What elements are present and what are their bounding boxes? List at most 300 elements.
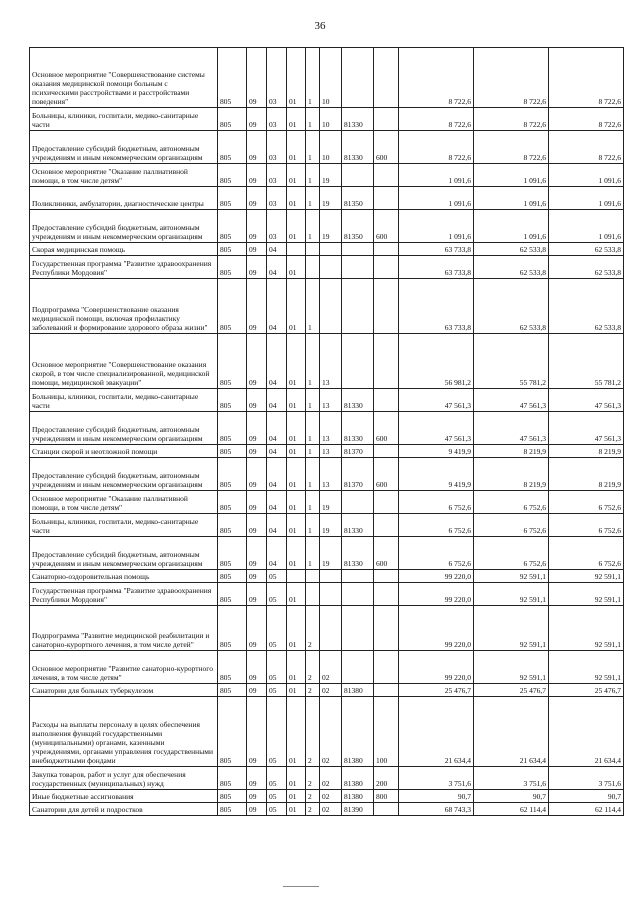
row-name-cell: Санатории для детей и подростков (30, 803, 218, 816)
code-cell: 05 (267, 583, 287, 606)
code-cell: 02 (320, 697, 342, 767)
code-cell: 09 (247, 389, 267, 412)
amount-cell: 3 751,6 (549, 767, 624, 790)
code-cell (342, 48, 374, 108)
code-cell: 01 (287, 334, 306, 389)
code-cell: 01 (287, 697, 306, 767)
code-cell: 805 (218, 697, 247, 767)
code-cell: 01 (287, 256, 306, 279)
code-cell: 04 (267, 389, 287, 412)
code-cell: 09 (247, 108, 267, 131)
code-cell (374, 651, 399, 684)
table-row (30, 187, 624, 210)
code-cell (374, 570, 399, 583)
code-cell: 09 (247, 570, 267, 583)
code-cell: 1 (306, 164, 320, 187)
code-cell (342, 583, 374, 606)
amount-cell: 9 419,9 (399, 445, 474, 458)
amount-cell: 56 981,2 (399, 334, 474, 389)
code-cell: 1 (306, 514, 320, 537)
amount-cell: 47 561,3 (549, 412, 624, 445)
table-row (30, 803, 624, 816)
code-cell: 09 (247, 803, 267, 816)
amount-cell: 6 752,6 (549, 491, 624, 514)
code-cell: 1 (306, 445, 320, 458)
code-cell: 200 (374, 767, 399, 790)
code-cell: 13 (320, 412, 342, 445)
row-name-cell: Скорая медицинская помощь (30, 243, 218, 256)
amount-cell: 92 591,1 (549, 651, 624, 684)
code-cell: 05 (267, 651, 287, 684)
code-cell: 03 (267, 108, 287, 131)
row-name-cell: Санаторно-оздоровительная помощь (30, 570, 218, 583)
code-cell: 09 (247, 187, 267, 210)
code-cell: 09 (247, 458, 267, 491)
code-cell: 1 (306, 491, 320, 514)
amount-cell: 25 476,7 (549, 684, 624, 697)
code-cell: 19 (320, 514, 342, 537)
code-cell: 81350 (342, 210, 374, 243)
code-cell (374, 803, 399, 816)
footer-mark (283, 886, 319, 887)
code-cell (374, 583, 399, 606)
code-cell: 81330 (342, 537, 374, 570)
row-name-cell: Государственная программа "Развитие здравоохранения Республики Мордовия" (30, 256, 218, 279)
code-cell: 09 (247, 651, 267, 684)
code-cell: 805 (218, 651, 247, 684)
code-cell (306, 583, 320, 606)
code-cell: 09 (247, 790, 267, 803)
table-row (30, 334, 624, 389)
amount-cell: 63 733,8 (399, 243, 474, 256)
code-cell: 805 (218, 108, 247, 131)
amount-cell: 47 561,3 (474, 389, 549, 412)
code-cell: 02 (320, 767, 342, 790)
code-cell: 09 (247, 514, 267, 537)
row-name-cell: Основное мероприятие "Совершенствование оказания скорой, в том числе специализированной, медицинской помощи, медицинской эвакуации" (30, 334, 218, 389)
table-row (30, 583, 624, 606)
code-cell: 01 (287, 537, 306, 570)
table-row (30, 131, 624, 164)
code-cell (342, 243, 374, 256)
code-cell: 10 (320, 108, 342, 131)
table-row (30, 606, 624, 651)
table-row (30, 48, 624, 108)
code-cell: 01 (287, 458, 306, 491)
code-cell: 805 (218, 389, 247, 412)
code-cell: 13 (320, 458, 342, 491)
code-cell: 2 (306, 790, 320, 803)
code-cell: 01 (287, 210, 306, 243)
amount-cell: 6 752,6 (399, 537, 474, 570)
code-cell: 805 (218, 445, 247, 458)
code-cell: 600 (374, 537, 399, 570)
table-row (30, 684, 624, 697)
code-cell (342, 491, 374, 514)
table-row (30, 243, 624, 256)
code-cell: 05 (267, 684, 287, 697)
amount-cell: 9 419,9 (399, 458, 474, 491)
amount-cell: 47 561,3 (549, 389, 624, 412)
code-cell: 01 (287, 187, 306, 210)
table-row (30, 458, 624, 491)
amount-cell: 6 752,6 (399, 514, 474, 537)
row-name-cell: Иные бюджетные ассигнования (30, 790, 218, 803)
amount-cell: 90,7 (399, 790, 474, 803)
code-cell (342, 164, 374, 187)
code-cell: 805 (218, 458, 247, 491)
code-cell: 09 (247, 243, 267, 256)
row-name-cell: Санатории для больных туберкулезом (30, 684, 218, 697)
code-cell: 05 (267, 767, 287, 790)
amount-cell: 55 781,2 (474, 334, 549, 389)
code-cell: 02 (320, 651, 342, 684)
code-cell: 19 (320, 187, 342, 210)
code-cell: 02 (320, 790, 342, 803)
code-cell: 805 (218, 334, 247, 389)
code-cell: 05 (267, 803, 287, 816)
amount-cell: 3 751,6 (474, 767, 549, 790)
code-cell: 09 (247, 256, 267, 279)
code-cell: 81380 (342, 684, 374, 697)
code-cell: 600 (374, 131, 399, 164)
code-cell: 01 (287, 164, 306, 187)
amount-cell: 62 533,8 (549, 279, 624, 334)
code-cell: 04 (267, 445, 287, 458)
code-cell: 09 (247, 279, 267, 334)
code-cell (342, 256, 374, 279)
amount-cell: 6 752,6 (474, 491, 549, 514)
code-cell: 805 (218, 243, 247, 256)
amount-cell: 25 476,7 (474, 684, 549, 697)
code-cell: 805 (218, 131, 247, 164)
amount-cell: 8 722,6 (549, 108, 624, 131)
amount-cell: 62 533,8 (549, 243, 624, 256)
code-cell: 01 (287, 790, 306, 803)
row-name-cell: Основное мероприятие "Оказание паллиативной помощи, в том числе детям" (30, 491, 218, 514)
code-cell: 10 (320, 48, 342, 108)
row-name-cell: Предоставление субсидий бюджетным, автономным учреждениям и иным некоммерческим организациям (30, 210, 218, 243)
row-name-cell: Закупка товаров, работ и услуг для обеспечения государственных (муниципальных) нужд (30, 767, 218, 790)
amount-cell: 1 091,6 (399, 164, 474, 187)
row-name-cell: Государственная программа "Развитие здравоохранения Республики Мордовия" (30, 583, 218, 606)
code-cell: 01 (287, 131, 306, 164)
table-row (30, 514, 624, 537)
code-cell: 805 (218, 537, 247, 570)
amount-cell: 63 733,8 (399, 256, 474, 279)
row-name-cell: Подпрограмма "Развитие медицинской реабилитации и санаторно-курортного лечения, в том числе детей" (30, 606, 218, 651)
amount-cell: 62 533,8 (474, 256, 549, 279)
amount-cell: 62 114,4 (549, 803, 624, 816)
table-row (30, 537, 624, 570)
amount-cell: 8 722,6 (474, 108, 549, 131)
table-row (30, 389, 624, 412)
code-cell: 805 (218, 684, 247, 697)
code-cell: 09 (247, 210, 267, 243)
amount-cell: 21 634,4 (474, 697, 549, 767)
table-row (30, 412, 624, 445)
code-cell: 81380 (342, 767, 374, 790)
amount-cell: 8 219,9 (549, 458, 624, 491)
code-cell: 81390 (342, 803, 374, 816)
amount-cell: 92 591,1 (549, 583, 624, 606)
code-cell (374, 279, 399, 334)
code-cell: 1 (306, 48, 320, 108)
code-cell: 03 (267, 187, 287, 210)
code-cell: 09 (247, 684, 267, 697)
amount-cell: 47 561,3 (474, 412, 549, 445)
code-cell (374, 108, 399, 131)
row-name-cell: Расходы на выплаты персоналу в целях обеспечения выполнения функций государственными (муниципальными) органами, казенными учреждениями, органами управления государственными внебюджетными фондами (30, 697, 218, 767)
code-cell: 81330 (342, 131, 374, 164)
amount-cell: 62 533,8 (549, 256, 624, 279)
code-cell: 01 (287, 767, 306, 790)
code-cell: 805 (218, 279, 247, 334)
code-cell: 2 (306, 606, 320, 651)
code-cell (374, 243, 399, 256)
code-cell (374, 48, 399, 108)
code-cell: 13 (320, 389, 342, 412)
amount-cell: 8 722,6 (399, 131, 474, 164)
code-cell: 600 (374, 412, 399, 445)
amount-cell: 21 634,4 (399, 697, 474, 767)
amount-cell: 6 752,6 (399, 491, 474, 514)
amount-cell: 47 561,3 (399, 389, 474, 412)
code-cell (342, 606, 374, 651)
row-name-cell: Подпрограмма "Совершенствование оказания медицинской помощи, включая профилактику заболеваний и формирование здорового образа жизни" (30, 279, 218, 334)
page-number: 36 (314, 20, 326, 32)
code-cell: 09 (247, 164, 267, 187)
amount-cell: 8 722,6 (474, 131, 549, 164)
amount-cell: 6 752,6 (474, 514, 549, 537)
code-cell: 01 (287, 389, 306, 412)
amount-cell: 25 476,7 (399, 684, 474, 697)
amount-cell: 8 722,6 (549, 48, 624, 108)
code-cell (320, 570, 342, 583)
amount-cell: 92 591,1 (474, 583, 549, 606)
amount-cell: 99 220,0 (399, 570, 474, 583)
code-cell: 805 (218, 412, 247, 445)
code-cell (374, 334, 399, 389)
code-cell: 805 (218, 491, 247, 514)
code-cell: 01 (287, 108, 306, 131)
code-cell: 805 (218, 256, 247, 279)
code-cell: 805 (218, 767, 247, 790)
code-cell: 1 (306, 187, 320, 210)
table-row (30, 570, 624, 583)
code-cell: 805 (218, 790, 247, 803)
code-cell: 04 (267, 279, 287, 334)
row-name-cell: Предоставление субсидий бюджетным, автономным учреждениям и иным некоммерческим организациям (30, 537, 218, 570)
row-name-cell: Больницы, клиники, госпитали, медико-санитарные части (30, 108, 218, 131)
table-row (30, 651, 624, 684)
row-name-cell: Больницы, клиники, госпитали, медико-санитарные части (30, 389, 218, 412)
amount-cell: 8 722,6 (549, 131, 624, 164)
row-name-cell: Основное мероприятие "Развитие санаторно-курортного лечения, в том числе детям" (30, 651, 218, 684)
code-cell (374, 514, 399, 537)
code-cell: 03 (267, 210, 287, 243)
code-cell: 03 (267, 131, 287, 164)
code-cell: 1 (306, 412, 320, 445)
code-cell: 01 (287, 279, 306, 334)
code-cell: 09 (247, 334, 267, 389)
code-cell (306, 243, 320, 256)
amount-cell: 6 752,6 (549, 537, 624, 570)
amount-cell: 99 220,0 (399, 606, 474, 651)
table-row (30, 279, 624, 334)
table-row (30, 767, 624, 790)
code-cell: 01 (287, 514, 306, 537)
row-name-cell: Станции скорой и неотложной помощи (30, 445, 218, 458)
code-cell (320, 583, 342, 606)
code-cell: 04 (267, 537, 287, 570)
code-cell: 01 (287, 491, 306, 514)
table-row (30, 790, 624, 803)
code-cell: 1 (306, 279, 320, 334)
amount-cell: 68 743,3 (399, 803, 474, 816)
code-cell (374, 164, 399, 187)
code-cell (320, 256, 342, 279)
amount-cell: 62 533,8 (474, 279, 549, 334)
code-cell: 01 (287, 48, 306, 108)
amount-cell: 1 091,6 (549, 210, 624, 243)
code-cell: 19 (320, 491, 342, 514)
code-cell: 805 (218, 514, 247, 537)
amount-cell: 62 533,8 (474, 243, 549, 256)
code-cell: 04 (267, 412, 287, 445)
amount-cell: 8 722,6 (474, 48, 549, 108)
code-cell: 81330 (342, 108, 374, 131)
table-row (30, 445, 624, 458)
amount-cell: 90,7 (474, 790, 549, 803)
amount-cell: 1 091,6 (399, 187, 474, 210)
code-cell (374, 187, 399, 210)
budget-table (29, 47, 624, 816)
code-cell: 01 (287, 803, 306, 816)
table-row (30, 210, 624, 243)
code-cell: 01 (287, 412, 306, 445)
amount-cell: 8 722,6 (399, 108, 474, 131)
code-cell: 100 (374, 697, 399, 767)
code-cell (374, 389, 399, 412)
amount-cell: 1 091,6 (474, 164, 549, 187)
code-cell: 805 (218, 583, 247, 606)
amount-cell: 3 751,6 (399, 767, 474, 790)
code-cell: 81330 (342, 412, 374, 445)
code-cell: 01 (287, 684, 306, 697)
row-name-cell: Больницы, клиники, госпитали, медико-санитарные части (30, 514, 218, 537)
code-cell: 04 (267, 256, 287, 279)
code-cell: 02 (320, 684, 342, 697)
code-cell: 805 (218, 187, 247, 210)
table-row (30, 164, 624, 187)
code-cell: 2 (306, 651, 320, 684)
code-cell: 1 (306, 334, 320, 389)
code-cell: 01 (287, 583, 306, 606)
code-cell: 805 (218, 570, 247, 583)
amount-cell: 8 219,9 (474, 445, 549, 458)
amount-cell: 90,7 (549, 790, 624, 803)
row-name-cell: Предоставление субсидий бюджетным, автономным учреждениям и иным некоммерческим организациям (30, 131, 218, 164)
row-name-cell: Предоставление субсидий бюджетным, автономным учреждениям и иным некоммерческим организациям (30, 458, 218, 491)
amount-cell: 21 634,4 (549, 697, 624, 767)
table-row (30, 256, 624, 279)
code-cell (342, 651, 374, 684)
code-cell: 13 (320, 334, 342, 389)
code-cell: 81330 (342, 514, 374, 537)
code-cell: 800 (374, 790, 399, 803)
code-cell: 19 (320, 210, 342, 243)
code-cell: 09 (247, 697, 267, 767)
code-cell: 2 (306, 684, 320, 697)
amount-cell: 6 752,6 (474, 537, 549, 570)
code-cell (342, 570, 374, 583)
code-cell: 01 (287, 651, 306, 684)
code-cell: 10 (320, 131, 342, 164)
row-name-cell: Поликлиники, амбулатории, диагностические центры (30, 187, 218, 210)
code-cell: 09 (247, 606, 267, 651)
code-cell: 01 (287, 445, 306, 458)
code-cell (287, 570, 306, 583)
amount-cell: 6 752,6 (549, 514, 624, 537)
code-cell: 09 (247, 131, 267, 164)
code-cell (320, 279, 342, 334)
code-cell: 600 (374, 210, 399, 243)
code-cell: 03 (267, 164, 287, 187)
code-cell: 05 (267, 790, 287, 803)
amount-cell: 8 722,6 (399, 48, 474, 108)
code-cell: 2 (306, 767, 320, 790)
code-cell: 19 (320, 164, 342, 187)
row-name-cell: Основное мероприятие "Оказание паллиативной помощи, в том числе детям" (30, 164, 218, 187)
code-cell: 81380 (342, 790, 374, 803)
amount-cell: 62 114,4 (474, 803, 549, 816)
code-cell: 09 (247, 412, 267, 445)
code-cell: 805 (218, 606, 247, 651)
code-cell (320, 243, 342, 256)
amount-cell: 1 091,6 (549, 187, 624, 210)
code-cell: 1 (306, 131, 320, 164)
code-cell: 1 (306, 210, 320, 243)
code-cell: 81370 (342, 458, 374, 491)
amount-cell: 99 220,0 (399, 651, 474, 684)
amount-cell: 1 091,6 (474, 210, 549, 243)
code-cell: 2 (306, 697, 320, 767)
code-cell: 04 (267, 458, 287, 491)
code-cell: 09 (247, 583, 267, 606)
code-cell (306, 570, 320, 583)
amount-cell: 8 219,9 (474, 458, 549, 491)
code-cell (287, 243, 306, 256)
code-cell (306, 256, 320, 279)
code-cell: 1 (306, 108, 320, 131)
code-cell: 04 (267, 334, 287, 389)
code-cell: 19 (320, 537, 342, 570)
code-cell: 2 (306, 803, 320, 816)
amount-cell: 92 591,1 (549, 606, 624, 651)
code-cell (374, 445, 399, 458)
table-row (30, 697, 624, 767)
code-cell (342, 334, 374, 389)
amount-cell: 63 733,8 (399, 279, 474, 334)
code-cell: 1 (306, 537, 320, 570)
code-cell: 09 (247, 48, 267, 108)
code-cell: 05 (267, 606, 287, 651)
code-cell: 805 (218, 48, 247, 108)
amount-cell: 55 781,2 (549, 334, 624, 389)
code-cell: 05 (267, 697, 287, 767)
code-cell: 81350 (342, 187, 374, 210)
